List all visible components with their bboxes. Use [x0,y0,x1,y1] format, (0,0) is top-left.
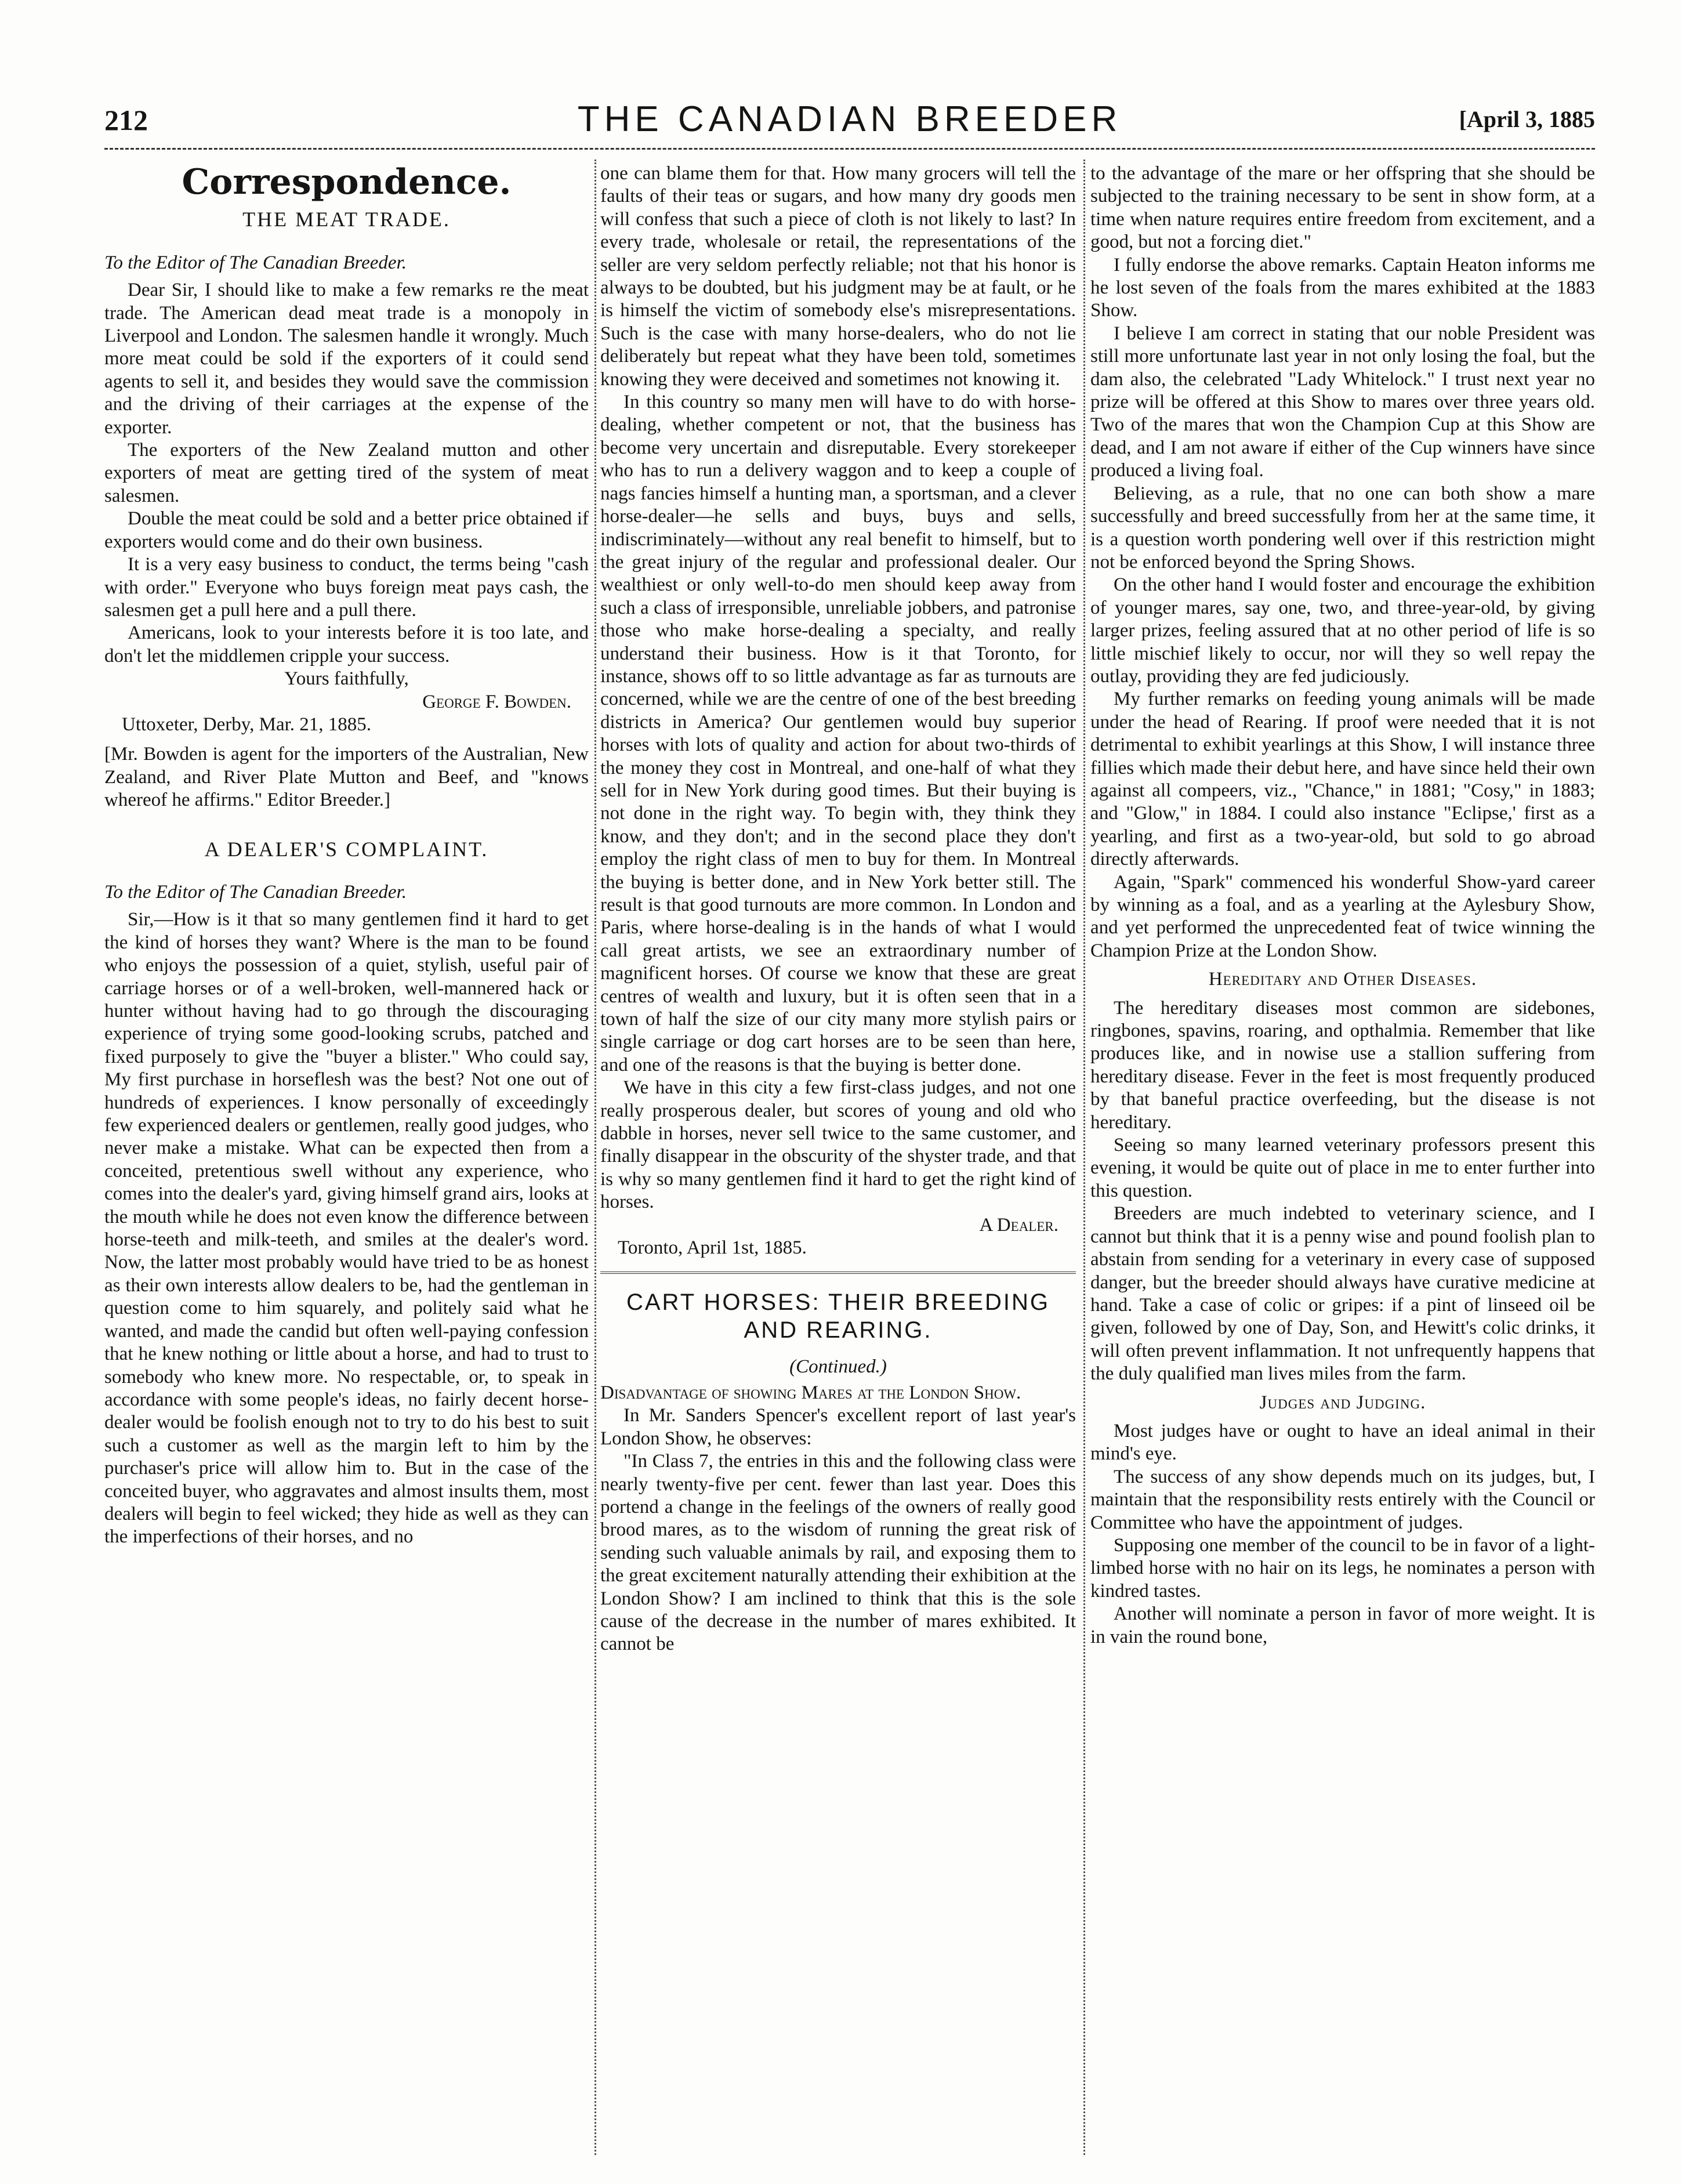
column-divider [1083,160,1085,2155]
editor-note: [Mr. Bowden is agent for the importers of the Australian, New Zealand, and River Plate Mutton and Beef, and "knows whereof he affirms." Editor Breeder.] [104,744,589,811]
paragraph: Most judges have or ought to have an ideal animal in their mind's eye. [1090,1420,1595,1465]
column-2 [600,162,1076,1656]
paragraph: The success of any show depends much on its judges, but, I maintain that the responsibility rests entirely with the Council or Committee who have the appointment of judges. [1090,1466,1595,1533]
issue-date: [April 3, 1885 [1459,106,1595,132]
article-title: THE MEAT TRADE. [242,208,451,231]
section-rule [600,1272,1076,1274]
paragraph: one can blame them for that. How many grocers will tell the faults of their teas or sugars, and how many dry goods men will confess that such a piece of cloth is not likely to last? In every trade, wholesale or retail, the representations of the seller are very seldom perfectly reliable; not that his honor is always to be doubted, but his judgment may be at fault, or he is himself the victim of somebody else's misrepresentations. Such is the case with many horse-dealers, who do not lie deliberately but repeat what they have been told, sometimes knowing they were deceived and sometimes not knowing it. [600,163,1076,390]
subheading: Hereditary and Other Diseases. [1208,969,1477,990]
paragraph: Supposing one member of the council to be in favor of a light-limbed horse with no hair on its legs, he nominates a person with kindred tastes. [1090,1534,1595,1602]
page-header [104,99,1595,151]
subheading: Disadvantage of showing Mares at the London Show. [600,1382,1021,1403]
paragraph: Americans, look to your interests before it is too late, and don't let the middlemen cripple your success. [104,622,589,667]
paragraph: It is a very easy business to conduct, the terms being "cash with order." Everyone who buys foreign meat pays cash, the salesmen get a pull here and a pull there. [104,554,589,621]
continued-label: (Continued.) [789,1356,887,1377]
paragraph: I believe I am correct in stating that our noble President was still more unfortunate last year in not only losing the foal, but the dam also, the celebrated "Lady Whitelock." I trust next year no prize will be offered at this Show to mares over three years old. Two of the mares that won the Champion Cup at this Show are dead, and I am not aware if either of the Cup winners have since produced a living foal. [1090,323,1595,481]
paragraph: On the other hand I would foster and encourage the exhibition of younger mares, say one, two, and three-year-old, by giving larger prizes, feeling assured that at no other period of life is so little mischief likely to occur, nor will they so well repay the outlay, providing they are fed judiciously. [1090,574,1595,687]
subheading: Judges and Judging. [1259,1392,1426,1413]
paragraph: "In Class 7, the entries in this and the following class were nearly twenty-five per cent. fewer than last year. Does this portend a change in the feelings of the owners of really good brood mares, as to the wisdom of running the great risk of sending such valuable animals by rail, and exposing them to the great excitement naturally attending their exhibition at the London Show? I am inclined to think that this is the sole cause of the decrease in the number of mares exhibited. It cannot be [600,1451,1076,1655]
paragraph: Another will nominate a person in favor of more weight. It is in vain the round bone, [1090,1603,1595,1647]
paragraph: Breeders are much indebted to veterinary science, and I cannot but think that it is a penny wise and pound foolish plan to abstain from sending for a veterinary in every case of supposed danger, but the breeder should always have curative medicine at hand. Take a case of colic or gripes: if a pint of linseed oil be given, followed by one of Day, Son, and Hewitt's colic drinks, it will often prevent inflammation. It not unfrequently happens that the duly qualified man lives miles from the farm. [1090,1203,1595,1385]
dateline: Toronto, April 1st, 1885. [618,1237,807,1259]
paragraph: to the advantage of the mare or her offspring that she should be subjected to the training necessary to be sent in show form, at a time when nature requires entire freedom from excitement, and a good, but not a forcing diet." [1090,163,1595,253]
paragraph: Believing, as a rule, that no one can both show a mare successfully and breed successfully from her at the same time, it is a question worth pondering well over if this restriction might not be enforced beyond the Spring Shows. [1090,483,1595,573]
article-title: CART HORSES: THEIR BREEDING AND REARING. [626,1289,1050,1343]
signature: George F. Bowden. [422,691,571,712]
paragraph: We have in this city a few first-class judges, and not one really prosperous dealer, but scores of young and old who dabble in horses, never sell twice to the same customer, and finally disappear in the obscurity of the shyster trade, and that is why so many gentlemen find it hard to get the right kind of horses. [600,1077,1076,1213]
closing: Yours faithfully, [284,668,409,690]
masthead-title: THE CANADIAN BREEDER [577,99,1122,139]
section-heading: Correspondence. [182,162,512,202]
salutation: To the Editor of The Canadian Breeder. [104,881,407,903]
paragraph: In this country so many men will have to do with horse-dealing, whether competent or not, that the business has become very uncertain and disreputable. Every storekeeper who has to run a delivery waggon and to keep a couple of nags fancies himself a hunting man, a sportsman, and a clever horse-dealer—he sells and buys, buys and sells, indiscriminately—without any real benefit to himself, but to the great injury of the regular and professional dealer. Our wealthiest or only well-to-do men should keep away from such a class of irresponsible, unreliable jobbers, and patronise those who make horse-dealing a specialty, and really understand their business. How is it that Toronto, for instance, shows off to so little advantage as far as turnouts are concerned, while we are the centre of one of the best breeding districts in America? Our gentlemen would buy superior horses with lots of quality and action for about two-thirds of the money they cost in Montreal, and one-half of what they sell for in New York during good times. But their buying is not done in the right way. To begin with, they think they know, and they don't; and in the second place they don't employ the right class of men to buy for them. In Montreal the buying is better done, and in New York better still. The result is that good turnouts are more common. In London and Paris, where horse-dealing is in the hands of what I would call great artists, we see an extraordinary number of magnificent horses. Of course we know that these are great centres of wealth and luxury, but it is often seen that in a town of half the size of our city many more stylish pairs or single carriage or dog cart horses are to be seen than here, and one of the reasons is that the buying is better done. [600,392,1076,1075]
column-1 [104,162,589,1549]
paragraph: Seeing so many learned veterinary professors present this evening, it would be quite out of place in me to enter further into this question. [1090,1135,1595,1201]
column-divider [594,160,596,2155]
column-3 [1090,162,1595,1649]
paragraph: My further remarks on feeding young animals will be made under the head of Rearing. If proof were needed that it is not detrimental to exhibit yearlings at this Show, I will instance three fillies which made their debut here, and have since held their own against all compeers, viz., "Chance," in 1881; "Cosy," in 1883; and "Glow," in 1884. I could also instance "Eclipse,' first as a yearling, and first as a two-year-old, but sold to go abroad directly afterwards. [1090,689,1595,870]
article-title: A DEALER'S COMPLAINT. [204,837,489,861]
paragraph: Double the meat could be sold and a better price obtained if exporters would come and do their own business. [104,508,589,552]
page-number: 212 [104,104,148,136]
paragraph: The exporters of the New Zealand mutton and other exporters of meat are getting tired of the system of meat salesmen. [104,440,589,506]
paragraph: The hereditary diseases most common are sidebones, ringbones, spavins, roaring, and opthalmia. Remember that like produces like, and in nowise use a stallion suffering from hereditary disease. Fever in the feet is most frequently produced by that baneful practice overfeeding, but the disease is not hereditary. [1090,997,1595,1133]
signature: A Dealer. [979,1214,1058,1236]
paragraph: Again, "Spark" commenced his wonderful Show-yard career by winning as a foal, and as a yearling at the Aylesbury Show, and yet performed the unprecedented feat of twice winning the Champion Prize at the London Show. [1090,871,1595,961]
dateline: Uttoxeter, Derby, Mar. 21, 1885. [122,713,372,735]
salutation: To the Editor of The Canadian Breeder. [104,252,407,273]
paragraph: Dear Sir, I should like to make a few remarks re the meat trade. The American dead meat trade is a monopoly in Liverpool and London. The salesmen handle it wrongly. Much more meat could be sold if the exporters of it could send agents to sell it, and besides they would save the commission and the driving of their carriages at the expense of the exporter. [104,280,589,438]
header-rule [104,148,1595,150]
paragraph: I fully endorse the above remarks. Captain Heaton informs me he lost seven of the foals from the mares exhibited at the 1883 Show. [1090,254,1595,321]
paragraph: In Mr. Sanders Spencer's excellent report of last year's London Show, he observes: [600,1405,1076,1449]
paragraph: Sir,—How is it that so many gentlemen find it hard to get the kind of horses they want? Where is the man to be found who enjoys the possession of a quiet, stylish, useful pair of carriage horses or of a well-broken, well-mannered hack or hunter without having had to go through the discouraging experience of trying some good-looking scrubs, patched and fixed purposely to give the "buyer a blister." Who could say, My first purchase in horseflesh was the best? Not one out of hundreds of experiences. I know personally of exceedingly few experienced dealers or gentlemen, really good judges, who never make a mistake. What can be expected then from a conceited, pretentious swell without any experience, who comes into the dealer's yard, giving himself grand airs, looks at the mouth while he does not even know the difference between horse-teeth and milk-teeth, and smiles at the dealer's word. Now, the latter most probably would have tried to be as honest as their own interests allow dealers to be, had the gentleman in question come to him squarely, and politely said what he wanted, and made the candid but often well-paying confession that he knew nothing or little about a horse, and had to trust to somebody who knew more. No respectable, or, to speak in accordance with some people's ideas, no fairly decent horse-dealer would be foolish enough not to try to do his best to suit such a customer as well as the margin left to him by the purchaser's price will allow him to. But in the case of the conceited buyer, who aggravates and almost insults them, most dealers will begin to feel wicked; they hide as well as they can the imperfections of their horses, and no [104,909,589,1548]
